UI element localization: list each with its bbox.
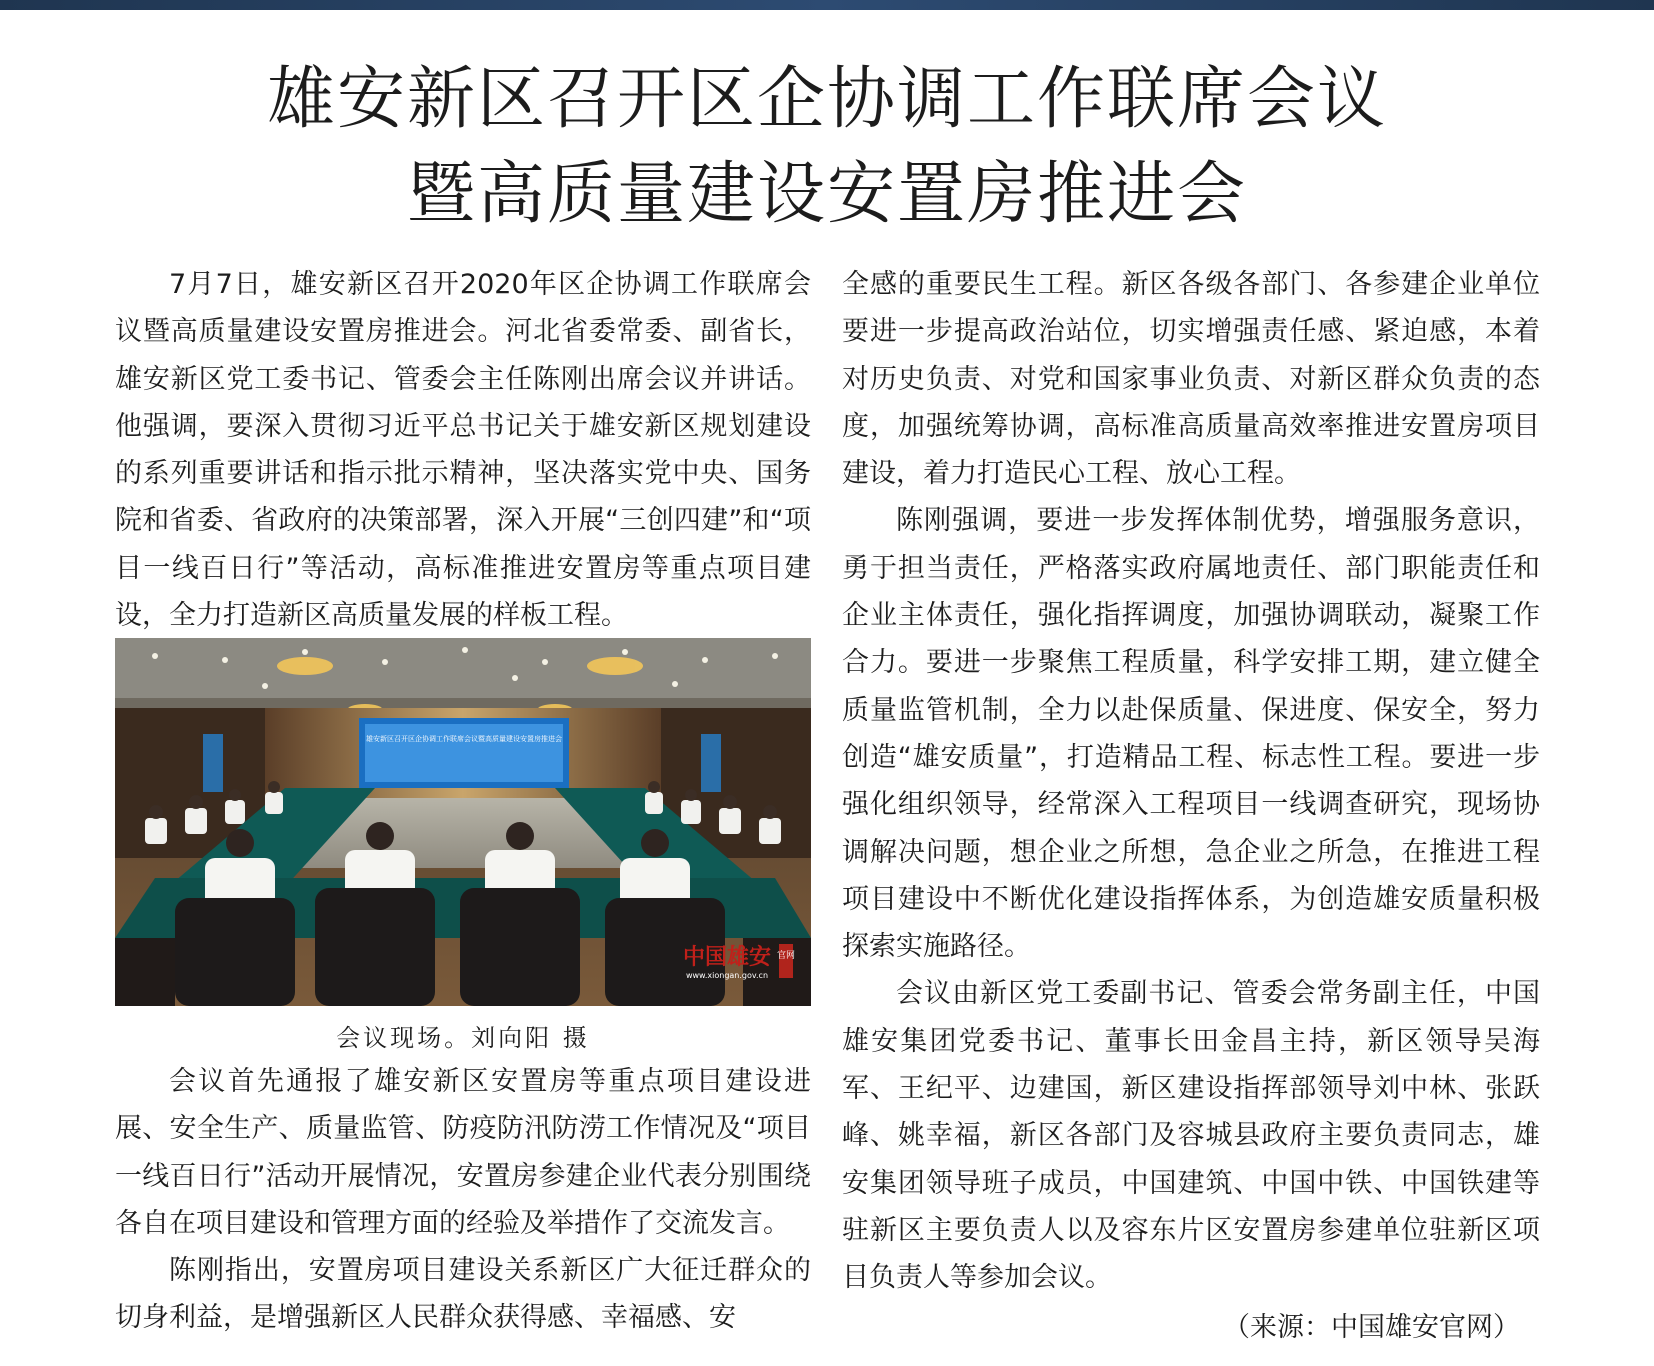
left-column-bottom	[115, 1058, 811, 1342]
watermark-seal: 官网	[776, 951, 796, 961]
article-title-line-2: 暨高质量建设安置房推进会	[406, 155, 1247, 234]
photo-caption: 会议现场。刘向阳 摄	[336, 1024, 590, 1052]
paragraph-3-continued: 全感的重要民生工程。新区各级各部门、各参建企业单位要进一步提高政治站位，切实增强责任感、紧迫感，本着对历史负责、对党和国家事业负责、对新区群众负责的态度，加强统筹协调，高标准高质量高效率推进安置房项目建设，着力打造民心工程、放心工程。	[842, 269, 1540, 490]
screen-text: 雄安新区召开区企协调工作联席会议暨高质量建设安置房推进会	[366, 735, 562, 743]
left-column-top	[115, 261, 811, 639]
top-banner-bar	[0, 0, 1654, 10]
meeting-photo	[115, 638, 811, 1006]
source-credit: （来源：中国雄安官网）	[1223, 1311, 1520, 1343]
paragraph-4: 陈刚强调，要进一步发挥体制优势，增强服务意识，勇于担当责任，严格落实政府属地责任、部门职能责任和企业主体责任，强化指挥调度，加强协调联动，凝聚工作合力。要进一步聚焦工程质量，科学安排工期，建立健全质量监管机制，全力以赴保质量、保进度、保安全，努力创造“雄安质量”，打造精品工程、标志性工程。要进一步强化组织领导，经常深入工程项目一线调查研究，现场协调解决问题，想企业之所想，急企业之所急，在推进工程项目建设中不断优化建设指挥体系，为创造雄安质量积极探索实施路径。	[842, 505, 1540, 963]
paragraph-1: 7月7日，雄安新区召开2020年区企协调工作联席会议暨高质量建设安置房推进会。河北省委常委、副省长，雄安新区党工委书记、管委会主任陈刚出席会议并讲话。他强调，要深入贯彻习近平总书记关于雄安新区规划建设的系列重要讲话和指示批示精神，坚决落实党中央、国务院和省委、省政府的决策部署，深入开展“三创四建”和“项目一线百日行”等活动，高标准推进安置房等重点项目建设，全力打造新区高质量发展的样板工程。	[115, 269, 811, 632]
paragraph-2: 会议首先通报了雄安新区安置房等重点项目建设进展、安全生产、质量监管、防疫防汛防涝工作情况及“项目一线百日行”活动开展情况，安置房参建企业代表分别围绕各自在项目建设和管理方面的经验及举措作了交流发言。	[115, 1066, 811, 1239]
watermark-logo: 中国雄安	[682, 944, 772, 970]
article-title-line-1: 雄安新区召开区企协调工作联席会议	[266, 60, 1387, 139]
right-column	[842, 261, 1540, 1351]
watermark-url: www.xiongan.gov.cn	[685, 971, 769, 980]
paragraph-3-start: 陈刚指出，安置房项目建设关系新区广大征迁群众的切身利益，是增强新区人民群众获得感、幸福感、安	[115, 1255, 811, 1334]
paragraph-5: 会议由新区党工委副书记、管委会常务副主任，中国雄安集团党委书记、董事长田金昌主持，新区领导吴海军、王纪平、边建国，新区建设指挥部领导刘中林、张跃峰、姚幸福，新区各部门及容城县政府主要负责同志，雄安集团领导班子成员，中国建筑、中国中铁、中国铁建等驻新区主要负责人以及容东片区安置房参建单位驻新区项目负责人等参加会议。	[842, 978, 1540, 1294]
